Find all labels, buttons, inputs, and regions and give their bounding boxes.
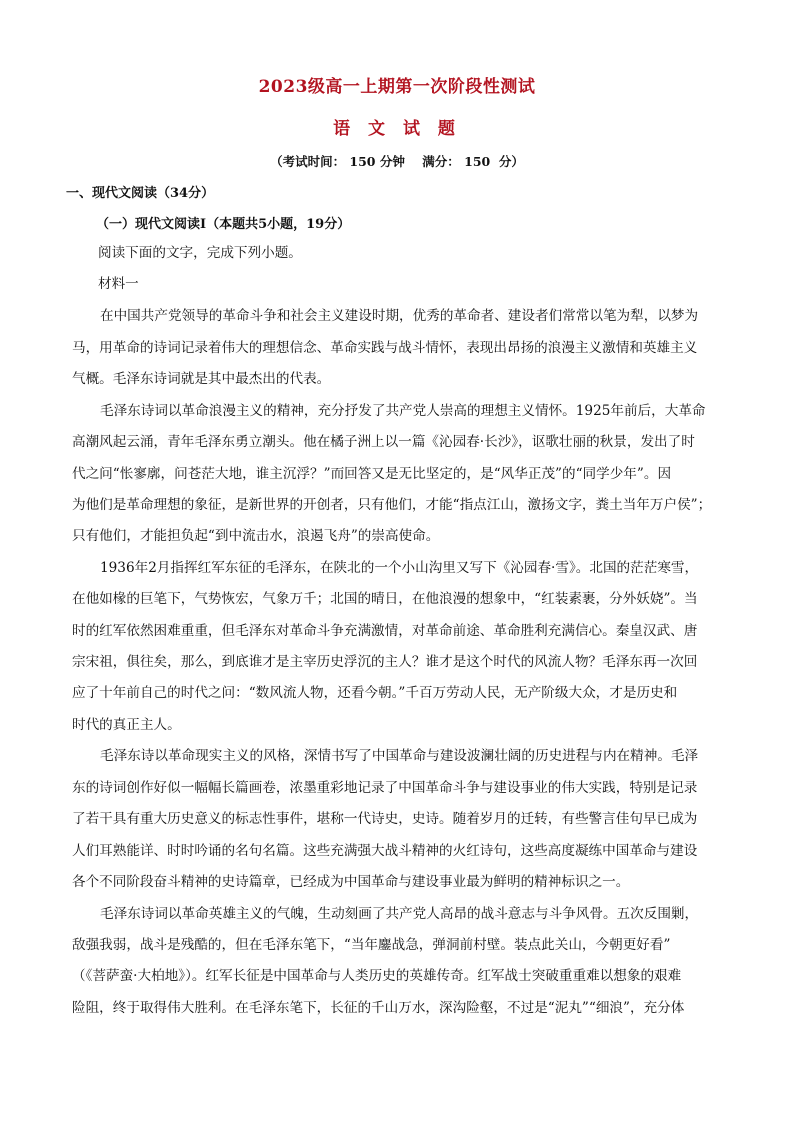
body-line: 各个不同阶段奋斗精神的史诗篇章，已经成为中国革命与建设事业最为鲜明的精神标识之一。 bbox=[72, 874, 630, 890]
body-line: 1936年2月指挥红军东征的毛泽东，在陕北的一个小山沟里又写下《沁园春·雪》。北国的茫茫寒雪， bbox=[100, 560, 699, 576]
exam-info: （考试时间： 150 分钟 满分： 150 分） bbox=[270, 154, 524, 169]
section-heading: 一、现代文阅读（34分） bbox=[66, 186, 215, 201]
body-line: 为他们是革命理想的象征，是新世界的开创者，只有他们，才能“指点江山，激扬文字，粪土当年万户侯”； bbox=[72, 497, 712, 513]
body-line: 马，用革命的诗词记录着伟大的理想信念、革命实践与战斗情怀，表现出昂扬的浪漫主义激情和英雄主义 bbox=[72, 340, 698, 356]
body-line: 代之问“怅寥廓，问苍茫大地，谁主沉浮？”而回答又是无比坚定的，是“风华正茂”的“同学少年”。因 bbox=[72, 466, 672, 482]
exam-title: 2023级高一上期第一次阶段性测试 bbox=[258, 77, 536, 97]
body-line: 了若干具有重大历史意义的标志性事件，堪称一代诗史，史诗。随着岁月的迁转，有些警言佳句早已成为 bbox=[72, 811, 698, 827]
body-line: 毛泽东诗词以革命浪漫主义的精神，充分抒发了共产党人崇高的理想主义情怀。1925年前后，大革命 bbox=[100, 403, 706, 419]
body-line: 人们耳熟能详、时时吟诵的名句名篇。这些充满强大战斗精神的火红诗句，这些高度凝练中国革命与建设 bbox=[72, 843, 698, 859]
body-line: 在他如椽的巨笔下，气势恢宏，气象万千；北国的晴日，在他浪漫的想象中，“红装素裹，分外妖娆”。当 bbox=[72, 591, 698, 607]
body-line: 宗宋祖，俱往矣，那么，到底谁才是主宰历史浮沉的主人？谁才是这个时代的风流人物？毛泽东再一次回 bbox=[72, 654, 698, 670]
body-line: 敌强我弱，战斗是残酷的，但在毛泽东笔下，“当年鏖战急，弹洞前村壁。装点此关山，今朝更好看” bbox=[72, 937, 671, 953]
body-line: 高潮风起云涌，青年毛泽东勇立潮头。他在橘子洲上以一篇《沁园春·长沙》，讴歌壮丽的秋景，发出了时 bbox=[72, 434, 695, 450]
body-line: 气概。毛泽东诗词就是其中最杰出的代表。 bbox=[72, 371, 331, 387]
body-line: 毛泽东诗词以革命英雄主义的气魄，生动刻画了共产党人高昂的战斗意志与斗争风骨。五次反围剿， bbox=[100, 906, 699, 922]
exam-subtitle: 语 文 试 题 bbox=[333, 119, 461, 139]
material-label: 材料一 bbox=[98, 276, 139, 292]
body-line: 时代的真正主人。 bbox=[72, 717, 181, 733]
body-line: 毛泽东诗以革命现实主义的风格，深情书写了中国革命与建设波澜壮阔的历史进程与内在精神。毛泽 bbox=[100, 748, 699, 764]
body-line: 在中国共产党领导的革命斗争和社会主义建设时期，优秀的革命者、建设者们常常以笔为犁，以梦为 bbox=[100, 308, 699, 324]
body-line: 时的红军依然困难重重，但毛泽东对革命斗争充满激情，对革命前途、革命胜利充满信心。秦皇汉武、唐 bbox=[72, 623, 698, 639]
body-line: 险阻，终于取得伟大胜利。在毛泽东笔下，长征的千山万水，深沟险壑，不过是“泥丸”“细浪”，充分体 bbox=[72, 1000, 685, 1016]
body-line: （《菩萨蛮·大柏地》）。红军长征是中国革命与人类历史的英雄传奇。红军战士突破重重难以想象的艰难 bbox=[72, 968, 682, 984]
body-line: 东的诗词创作好似一幅幅长篇画卷，浓墨重彩地记录了中国革命斗争与建设事业的伟大实践，特别是记录 bbox=[72, 780, 698, 796]
subsection-heading: （一）现代文阅读Ⅰ（本题共5小题，19分） bbox=[96, 217, 351, 232]
reading-instruction: 阅读下面的文字，完成下列小题。 bbox=[98, 245, 302, 261]
body-line: 应了十年前自己的时代之问：“数风流人物，还看今朝。”千百万劳动人民，无产阶级大众，才是历史和 bbox=[72, 685, 678, 701]
body-line: 只有他们，才能担负起“到中流击水，浪遏飞舟”的崇高使命。 bbox=[72, 528, 440, 544]
